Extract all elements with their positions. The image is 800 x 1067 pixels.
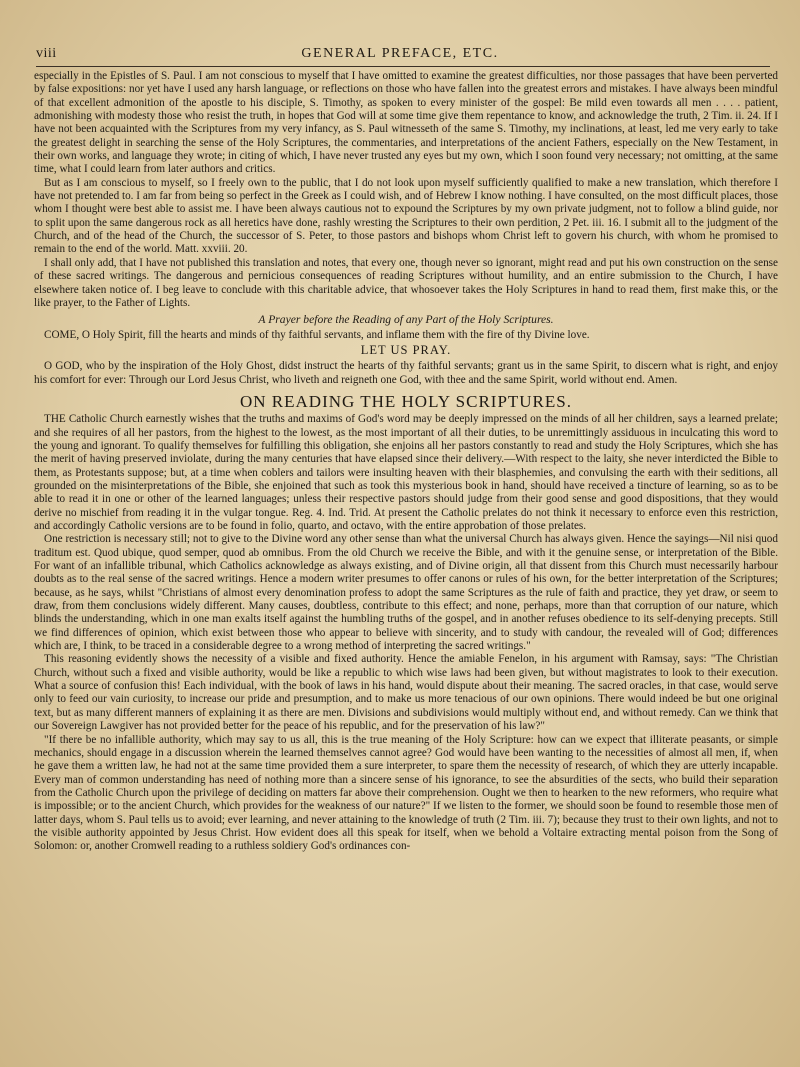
page-body xyxy=(34,70,778,854)
let-us-pray-heading: LET US PRAY. xyxy=(360,342,452,357)
prayer-invocation: COME, O Holy Spirit, fill the hearts and minds of thy faithful servants, and inflame them with the fire of thy Divine love. xyxy=(44,328,590,341)
paragraph-reasoning: This reasoning evidently shows the necessity of a visible and fixed authority. Hence the amiable Fenelon, in his argument with Ramsay, says: "The Christian Church, without such a fixed and visible authority, would be like a republic to which wise laws had been given, but without magistrates to look to their execution. What a source of confusion this! Each individual, with the book of laws in his hand, would dispute about their meaning. The sacred oracles, in that case, would serve only to feed our vain curiosity, to increase our pride and presumption, and to make us more tenacious of our own opinions. There would indeed be but one original text, but as many different manners of explaining it as there are men. Divisions and subdivisions would multiply without end, and without remedy. Can we think that our Sovereign Lawgiver has not provided better for the peace of his republic, and for the preservation of his law?" xyxy=(34,653,778,733)
running-title: GENERAL PREFACE, ETC. xyxy=(301,46,499,61)
paragraph-continued: especially in the Epistles of S. Paul. I am not conscious to myself that I have omitted to examine the greatest difficulties, nor those passages that have been perverted by false expositions: nor yet have I used any harsh language, or reflections on those who have fallen into the greatest errors and mistakes. I have always been mindful of that excellent admonition of the apostle to his disciple, S. Timothy, as spoken to every minister of the gospel: Be mild even towards all men . . . . patient, admonishing with modesty those who resist the truth, in hopes that God will at some time give them repentance to know, and acknowledge the truth, 2 Tim. ii. 24. If I have not been acquainted with the Scriptures from my very infancy, as S. Paul witnesseth of the same S. Timothy, my inclinations, at least, led me very early to take the greatest delight in searching the sense of the Holy Scriptures, the commentaries, and interpretations of the ancient Fathers, especially on the New Testament, in their own works, and language they wrote; in citing of which, I have never trusted any eyes but my own, which I soon found very necessary; not omitting, at the same time, what I could learn from later authors and critics. xyxy=(34,70,778,176)
paragraph-translation: But as I am conscious to myself, so I freely own to the public, that I do not look upon myself sufficiently qualified to make a new translation, which therefore I have not pretended to. I am far from being so perfect in the Greek as I could wish, and of Hebrew I know nothing. I have consulted, on the most difficult places, those whom I thought were best able to assist me. I have been always cautious not to expound the Scriptures by my own private judgment, not to follow a blind guide, nor to split upon the same dangerous rock as all heretics have done, rashly wresting the Scriptures to their own perdition, 2 Pet. iii. 16. I submit all to the judgment of the Church, and of the head of the Church, the successor of S. Peter, to those pastors and bishops whom Christ left to govern his church, with whom he promised to remain to the end of the world. Matt. xxviii. 20. xyxy=(34,176,778,256)
page-number: viii xyxy=(36,46,57,61)
paragraph-infallible-authority: "If there be no infallible authority, which may say to us all, this is the true meaning of the Holy Scripture: how can we expect that illiterate peasants, or simple mechanics, should engage in a discussion wherein the learned themselves cannot agree? God would have been wanting to the necessities of almost all men, if, when he gave them a written law, he had not at the same time provided them a sure interpreter, to spare them the necessity of research, of which they are utterly incapable. Every man of common understanding has need of nothing more than a sincere sense of his ignorance, to see the absurdities of the sects, who build their separation from the Catholic Church upon the privilege of deciding on matters far above their comprehension. Ought we then to hearken to the new reformers, who require what is impossible; or to the ancient Church, which provides for the weakness of our nature?" If we listen to the former, we should soon be found to resemble those men of latter days, whom S. Paul tells us to avoid; ever learning, and never attaining to the knowledge of truth (2 Tim. iii. 7); because they trust to their own lights, and not to the visible authority appointed by Jesus Christ. How evident does all this speak for itself, when we behold a Voltaire extracting mental poison from the Song of Solomon: or, another Cromwell reading to a ruthless soldiery God's ordinances con- xyxy=(34,733,778,853)
paragraph-advice: I shall only add, that I have not published this translation and notes, that every one, though never so ignorant, might read and put his own construction on the sense of these sacred writings. The dangerous and pernicious consequences of reading Scriptures without humility, and an entire submission to the Church, I have elsewhere taken notice of. I beg leave to conclude with this charitable advice, that whosoever takes the Holy Scriptures in hand to read them, first make this, or the like prayer, to the Father of Lights. xyxy=(34,256,778,309)
paragraph-restriction: One restriction is necessary still; not to give to the Divine word any other sense than what the universal Church has always given. Hence the sayings—Nil nisi quod traditum est. Quod ubique, quod semper, quod ab omnibus. From the old Church we receive the Bible, and with it the genuine sense, or interpretation of the Bible. For want of an infallible tribunal, which Catholics acknowledge as always existing, and of Divine origin, all that dissent from this Church must necessarily harbour doubts as to the real sense of the sacred writings. Hence a modern writer presumes to offer canons or rules of his own, for the better interpretation of the Scriptures; because, as he says, whilst "Christians of almost every denomination profess to adopt the same Scriptures as the rule of faith and practice, they yet draw, or seem to draw, from them conclusions widely different. Many causes, doubtless, contribute to this effect; and none, perhaps, more than that corruption of our nature, which blinds the understanding, which in one man exalts itself against the humbling truths of the gospel, and in another refuses obedience to its self-denying precepts. Still we find differences of opinion, which exist between those who appear to believe with sincerity, and to study with candour, the revealed will of God; differences which are, I think, to be traced in a considerable degree to a wrong method of interpreting the sacred writings." xyxy=(34,533,778,653)
prayer-collect: O GOD, who by the inspiration of the Holy Ghost, didst instruct the hearts of thy faithful servants; grant us in the same Spirit, to discern what is right, and enjoy his comfort for ever: Through our Lord Jesus Christ, who liveth and reigneth one God, with thee and the same Spirit, world without end. Amen. xyxy=(34,360,778,386)
section-title: ON READING THE HOLY SCRIPTURES. xyxy=(239,391,572,411)
header-rule xyxy=(36,66,770,67)
running-header xyxy=(36,46,764,66)
paragraph-catholic-church: THE Catholic Church earnestly wishes that the truths and maxims of God's word may be deeply impressed on the minds of all her children, says a learned prelate; and she requires of all her pastors, from the highest to the lowest, as the most important of all their duties, to be unremittingly assiduous in inculcating this word to the young and ignorant. To qualify themselves for fulfilling this obligation, she enjoins all her pastors constantly to read and study the Holy Scriptures, which she has the merit of having preserved inviolate, during the many centuries that have elapsed since their delivery.—With respect to the laity, she never interdicted the Bible to them, as Protestants suppose; but, at a time when coblers and tailors were insulting heaven with their blasphemies, and convulsing the earth with their seditions, all grounded on the misinterpretations of the Bible, she enjoined that such as took this mysterious book in hand, should have received a tincture of learning, so as to be able to read it in one or other of the learned languages; unless their respective pastors should judge from their good sense and good dispositions, that they would derive no mischief from reading it in the vulgar tongue. Reg. 4. Ind. Trid. At present the Catholic prelates do not think it necessary to enforce even this restriction, and accordingly Catholic versions are to be found in folio, quarto, and octavo, with the entire approbation of those prelates. xyxy=(34,413,778,532)
prayer-title: A Prayer before the Reading of any Part of the Holy Scriptures. xyxy=(258,313,554,327)
